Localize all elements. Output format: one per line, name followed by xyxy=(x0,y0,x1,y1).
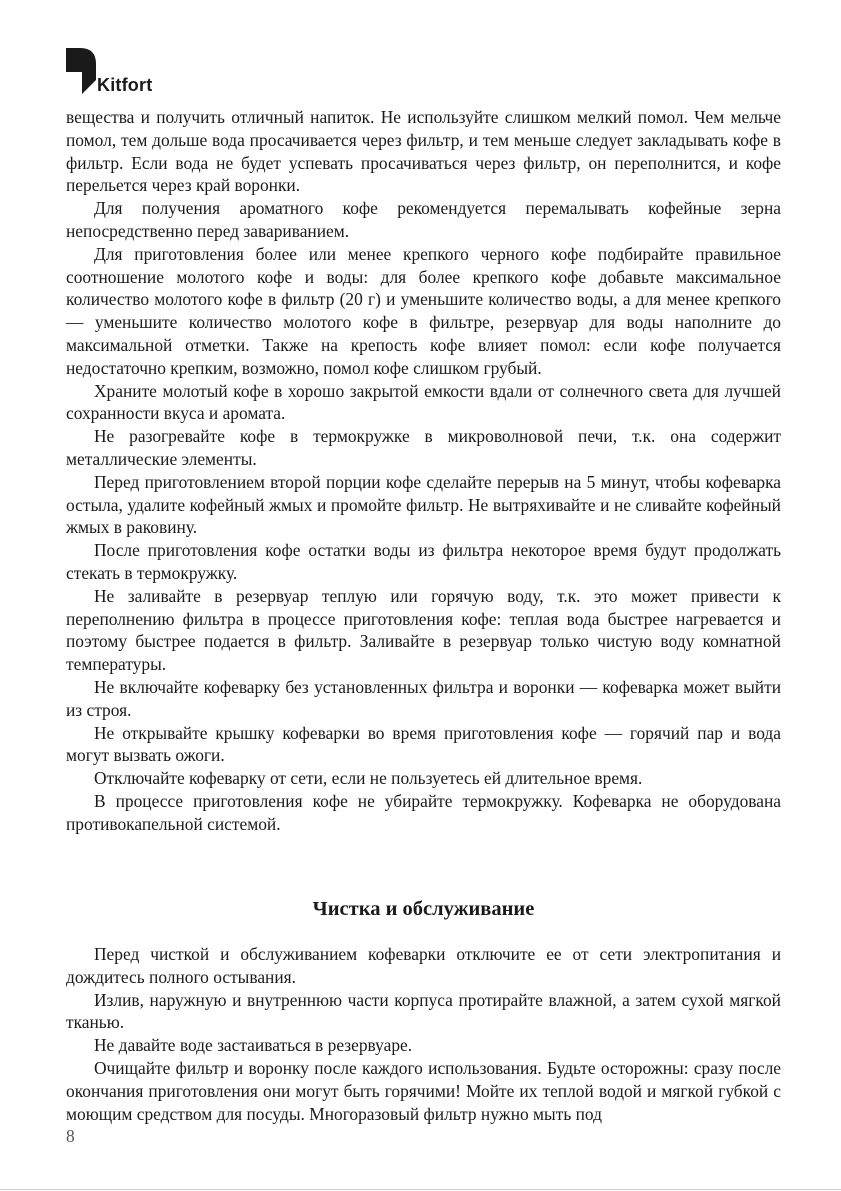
section-title: Чистка и обслуживание xyxy=(312,898,535,920)
paragraph: вещества и получить отличный напиток. Не используйте слишком мелкий помол. Чем мельче помол, тем дольше вода просачивается через фильтр, и тем меньше следует закладывать кофе в фильтр. Если вода не будет успевать просачиваться через фильтр, он переполнится, и кофе перельется через край воронки. xyxy=(66,107,781,196)
paragraph: Не давайте воде застаиваться в резервуаре. xyxy=(94,1035,413,1056)
paragraph: Перед чисткой и обслуживанием кофеварки отключите ее от сети электропитания и дождитесь полного остывания. xyxy=(66,944,781,987)
body-text-top xyxy=(66,106,781,836)
paragraph: Излив, наружную и внутреннюю части корпуса протирайте влажной, а затем сухой мягкой тканью. xyxy=(66,989,781,1033)
paragraph: Не открывайте крышку кофеварки во время приготовления кофе — горячий пар и вода могут вызвать ожоги. xyxy=(66,722,781,766)
page-number: 8 xyxy=(66,1126,75,1146)
kitfort-logo xyxy=(66,48,176,98)
paragraph: Не разогревайте кофе в термокружке в микроволновой печи, т.к. она содержит металлические элементы. xyxy=(66,426,781,469)
paragraph: Не включайте кофеварку без установленных фильтра и воронки — кофеварка может выйти из строя. xyxy=(66,676,781,720)
kitfort-logo-mark-icon xyxy=(66,48,96,94)
logo-text: Kitfort xyxy=(97,75,153,95)
paragraph: В процессе приготовления кофе не убирайте термокружку. Кофеварка не оборудована противокапельной системой. xyxy=(66,790,781,834)
paragraph: Для приготовления более или менее крепкого черного кофе подбирайте правильное соотношение молотого кофе и воды: для более крепкого кофе добавьте максимальное количество молотого кофе в фильтр (20 г) и уменьшите количество воды, а для менее крепкого — уменьшите количество молотого кофе в фильтре, резервуар для воды наполните до максимальной отметки. Также на крепость кофе влияет помол: если кофе получается недостаточно крепким, возможно, помол кофе слишком грубый. xyxy=(66,243,781,378)
paragraph: Не заливайте в резервуар теплую или горячую воду, т.к. это может привести к переполнению фильтра в процессе приготовления кофе: теплая вода быстрее нагревается и поэтому быстрее подается в фильтр. Заливайте в резервуар только чистую воду комнатной температуры. xyxy=(66,585,781,675)
paragraph: Для получения ароматного кофе рекомендуется перемалывать кофейные зерна непосредственно перед завариванием. xyxy=(66,198,781,241)
body-text-bottom xyxy=(66,943,781,1125)
paragraph: После приготовления кофе остатки воды из фильтра некоторое время будут продолжать стекать в термокружку. xyxy=(66,540,781,583)
paragraph: Храните молотый кофе в хорошо закрытой емкости вдали от солнечного света для лучшей сохранности вкуса и аромата. xyxy=(66,380,781,424)
paragraph: Перед приготовлением второй порции кофе сделайте перерыв на 5 минут, чтобы кофеварка остыла, удалите кофейный жмых и промойте фильтр. Не вытряхивайте и не сливайте кофейный жмых в раковину. xyxy=(66,471,781,538)
paragraph: Отключайте кофеварку от сети, если не пользуетесь ей длительное время. xyxy=(94,768,643,789)
page-edge-divider xyxy=(0,1189,841,1190)
paragraph: Очищайте фильтр и воронку после каждого использования. Будьте осторожны: сразу после окончания приготовления они могут быть горячими! Мойте их теплой водой и мягкой губкой с моющим средством для посуды. Многоразовый фильтр нужно мыть под xyxy=(66,1057,781,1124)
